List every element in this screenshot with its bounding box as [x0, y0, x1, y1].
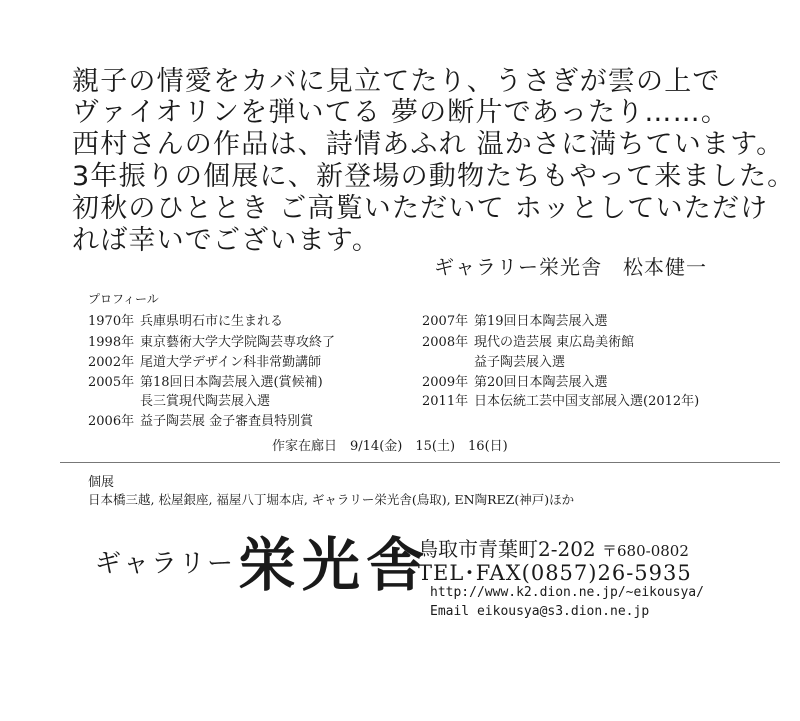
profile-left-row: [88, 371, 323, 390]
profile-left-row: [88, 351, 321, 370]
profile-year: 2009年: [422, 375, 469, 390]
profile-text: 長三賞現代陶芸展入選: [140, 394, 271, 409]
profile-left-row: [88, 310, 283, 329]
profile-text: 兵庫県明石市に生まれる: [140, 314, 284, 329]
intro-line-2: ヴァイオリンを弾いてる 夢の断片であったり……。: [72, 97, 730, 128]
profile-text: 第18回日本陶芸展入選(賞候補): [140, 375, 323, 390]
profile-year: 1998年: [88, 335, 135, 350]
profile-text: 日本伝統工芸中国支部展入選(2012年): [474, 394, 700, 409]
artist-presence-dates: 作家在廊日 9/14(金) 15(土) 16(日): [272, 439, 508, 454]
profile-text: 東京藝術大学大学院陶芸専攻終了: [140, 335, 336, 350]
gallery-prefix: ギャラリー: [95, 549, 236, 579]
profile-text: 第19回日本陶芸展入選: [474, 314, 608, 329]
profile-right-row: [422, 371, 608, 390]
signature: ギャラリー栄光舎 松本健一: [434, 255, 707, 279]
profile-text: 尾道大学デザイン科非常勤講師: [140, 355, 322, 370]
gallery-logo: 栄光舎: [238, 531, 431, 599]
profile-right-row: [422, 390, 699, 409]
address-text: 鳥取市青葉町2-202: [418, 537, 596, 561]
profile-year: 2008年: [422, 335, 469, 350]
intro-line-1: 親子の情愛をカバに見立てたり、うさぎが雲の上で: [72, 66, 721, 97]
profile-right-row: [422, 351, 565, 370]
profile-right-row: [422, 310, 608, 329]
profile-year: 2011年: [422, 394, 469, 409]
profile-left-row: [88, 410, 313, 429]
profile-text: 第20回日本陶芸展入選: [474, 375, 608, 390]
profile-year: 2002年: [88, 355, 135, 370]
zip-code: 〒680-0802: [602, 542, 689, 560]
profile-text: 現代の造芸展 東広島美術館: [474, 335, 635, 350]
solo-title: 個展: [88, 475, 115, 490]
intro-line-3: 西村さんの作品は、詩情あふれ 温かさに満ちています。: [72, 129, 785, 160]
gallery-email: Email eikousya@s3.dion.ne.jp: [430, 604, 650, 619]
divider: [60, 462, 780, 463]
intro-line-5: 初秋のひととき ご高覧いただいて ホッとしていただけ: [72, 193, 769, 224]
profile-left-row: [88, 331, 335, 350]
profile-left-row: [88, 390, 270, 409]
intro-line-4: 3年振りの個展に、新登場の動物たちもやって来ました。: [72, 161, 796, 192]
intro-line-6: れば幸いでございます。: [72, 225, 381, 256]
profile-year: 1970年: [88, 314, 135, 329]
profile-year: 2005年: [88, 375, 135, 390]
gallery-url: http://www.k2.dion.ne.jp/~eikousya/: [430, 585, 704, 600]
gallery-tel-fax: TEL･FAX(0857)26-5935: [418, 561, 692, 585]
profile-year: 2007年: [422, 314, 469, 329]
solo-list: 日本橋三越, 松屋銀座, 福屋八丁堀本店, ギャラリー栄光舎(鳥取), EN陶REZ(神戸)ほか: [88, 492, 575, 507]
profile-right-row: [422, 331, 634, 350]
profile-text: 益子陶芸展 金子審査員特別賞: [140, 414, 314, 429]
profile-title: プロフィール: [88, 292, 159, 306]
profile-text: 益子陶芸展入選: [474, 355, 566, 370]
profile-year: 2006年: [88, 414, 135, 429]
